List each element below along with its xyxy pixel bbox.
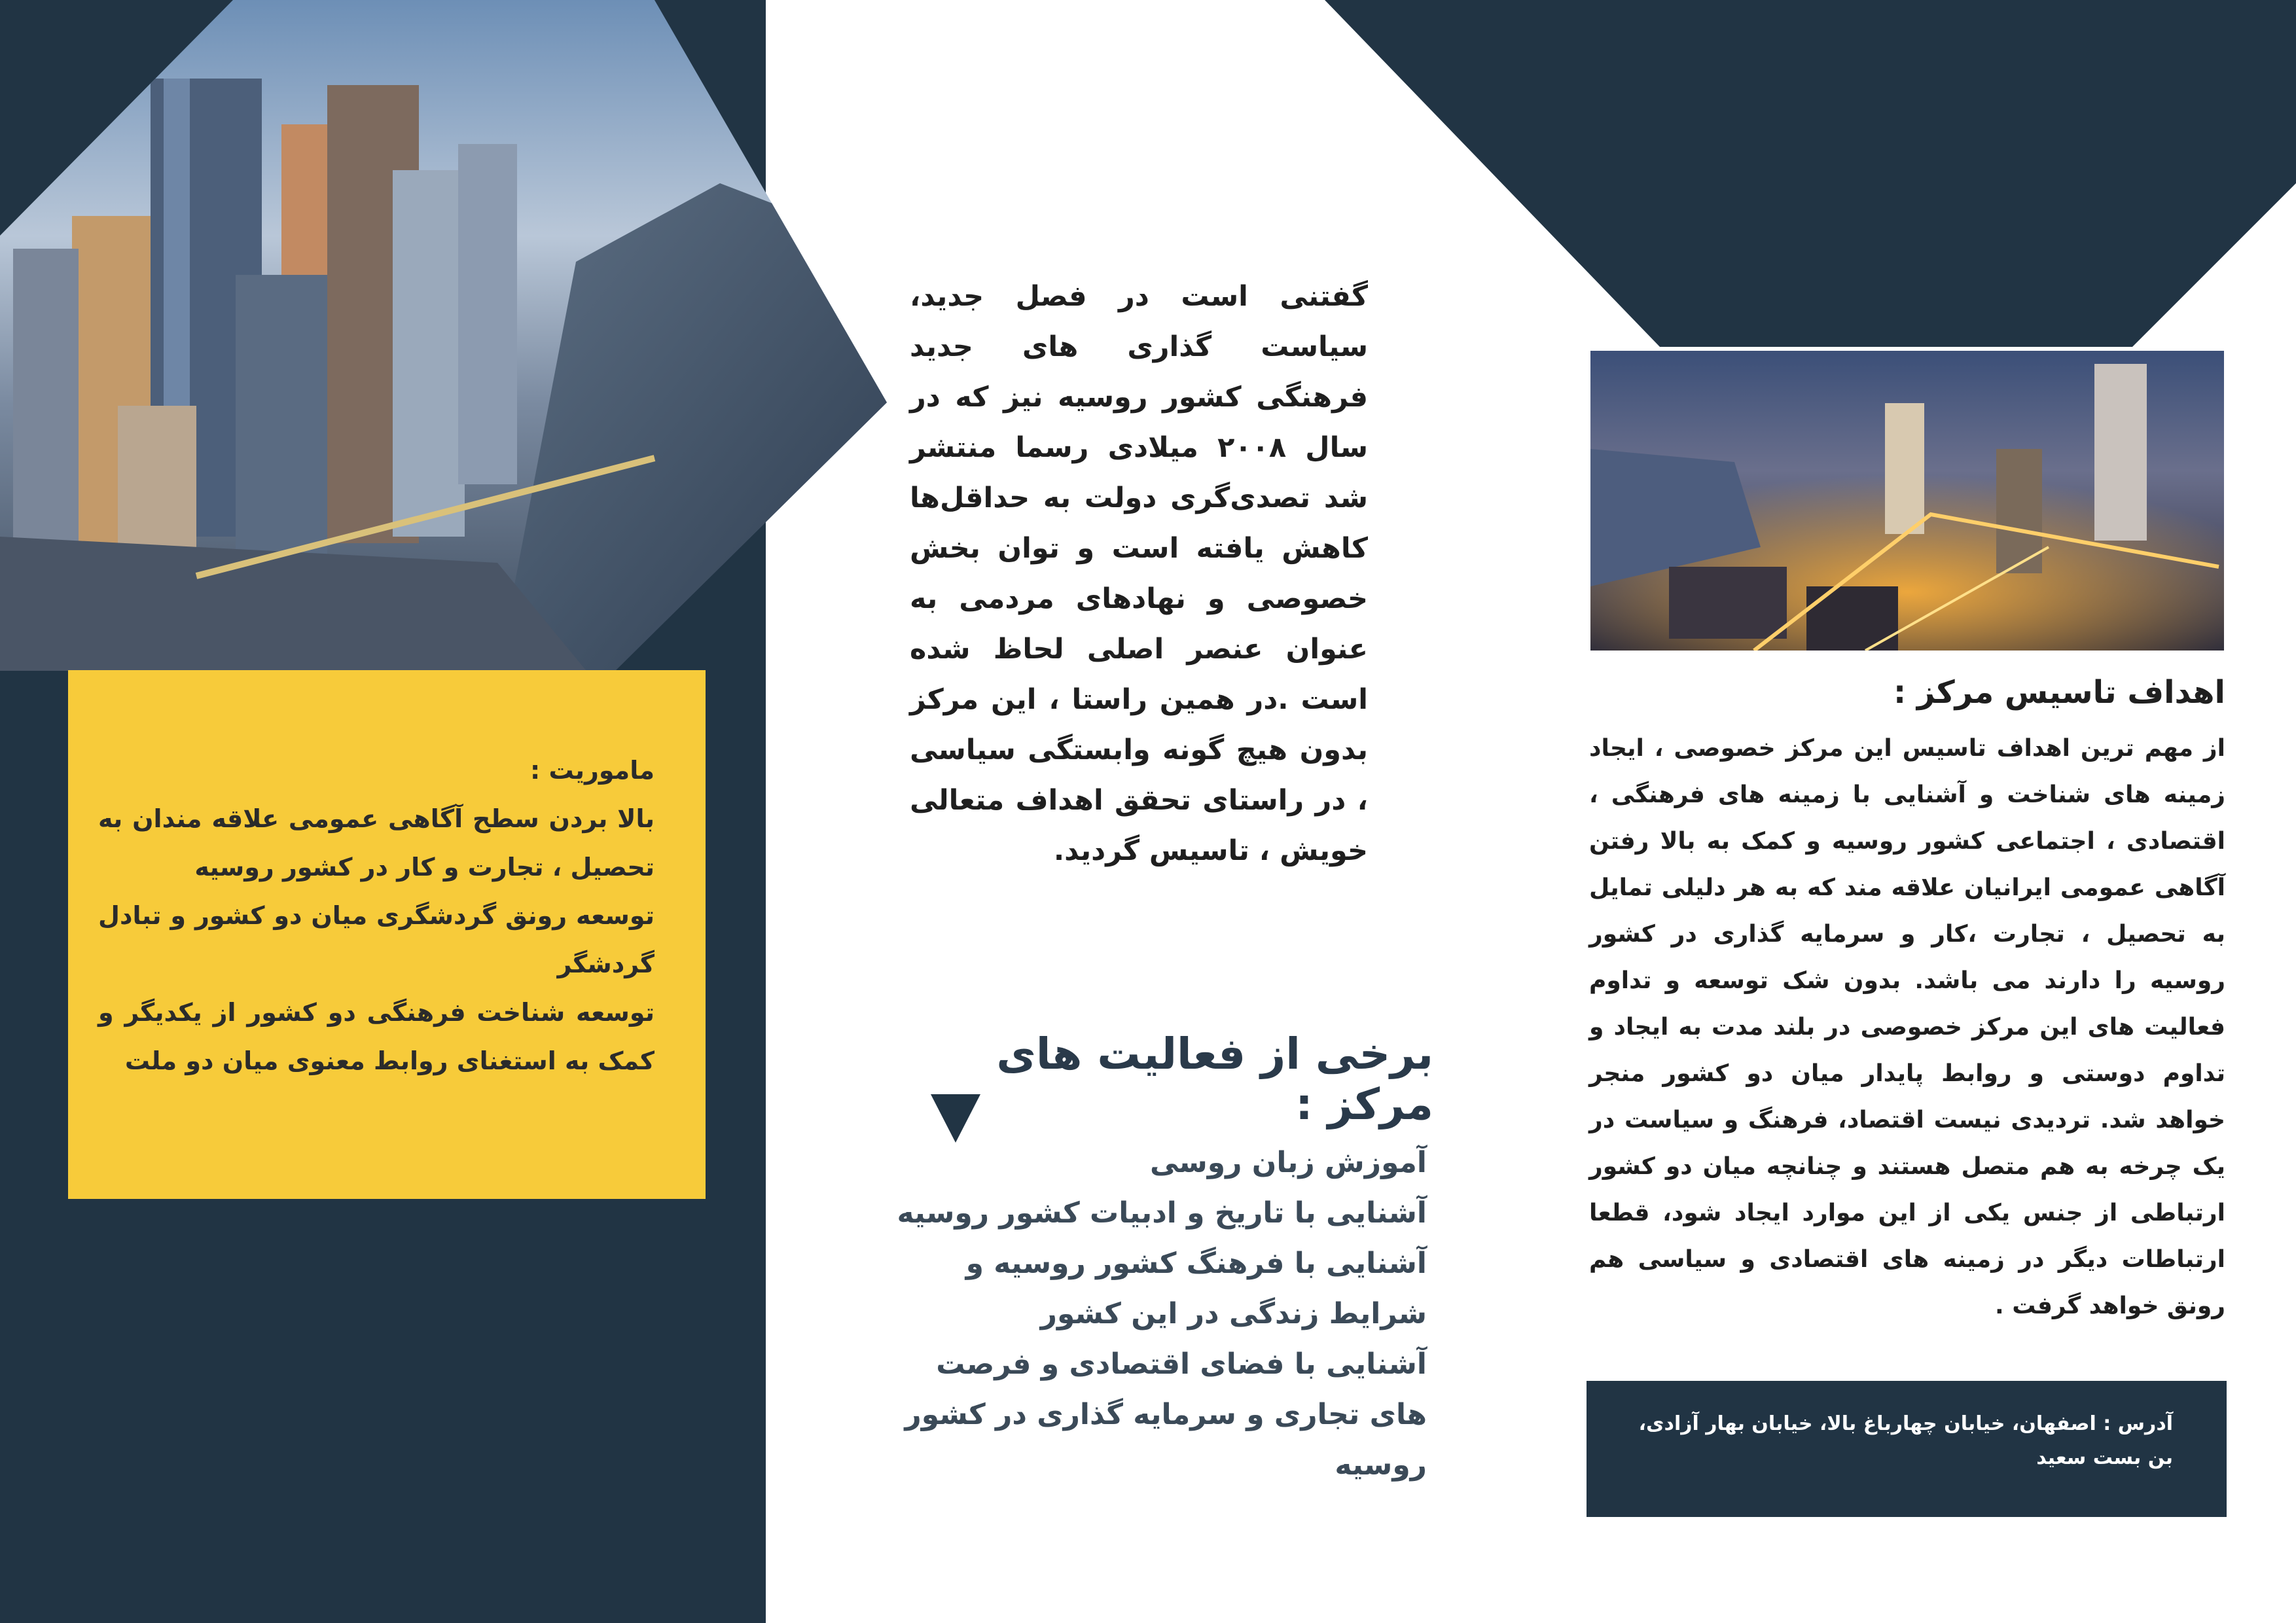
night-city-photo: [1590, 351, 2224, 651]
activity-item: آشنایی با تاریخ و ادبیات کشور روسیه: [897, 1196, 1427, 1230]
moscow-city-photo: [0, 0, 890, 674]
activity-item: آشنایی با فرهنگ کشور روسیه و شرایط زندگی در این کشور: [965, 1247, 1427, 1330]
mission-text: [98, 746, 655, 1085]
mission-item: توسعه رونق گردشگری میان دو کشور و تبادل گردشگر: [98, 901, 655, 978]
address-text: [1617, 1407, 2173, 1475]
mission-item: بالا بردن سطح آگاهی عمومی علاقه مندان به تحصیل ، تجارت و کار در کشور روسیه: [98, 804, 655, 882]
intro-paragraph: گفتنی است در فصل جدید، سیاست گذاری های جدید فرهنگی کشور روسیه نیز که در سال ۲۰۰۸ میلادی رسما منتشر شد تصدی‌گری دولت به حداقل‌ها کاهش یافته است و توان بخش خصوصی و نهادهای مردمی به عنوان عنصر اصلی لحاظ شده است .در همین راستا ، این مرکز بدون هیچ گونه وابستگی سیاسی ، در راستای تحقق اهداف متعالی خویش ، تاسیس گردید.: [910, 280, 1368, 867]
down-triangle-icon: [931, 1094, 980, 1143]
mission-title: ماموریت :: [530, 756, 655, 785]
address-line: آدرس : اصفهان، خیابان چهارباغ بالا، خیابان بهار آزادی،: [1638, 1412, 2173, 1435]
mission-item: توسعه شناخت فرهنگی دو کشور از یکدیگر و کمک به استغنای روابط معنوی میان دو ملت: [98, 998, 655, 1075]
goals-heading: اهداف تاسیس مرکز :: [1893, 674, 2225, 711]
activity-item: آموزش زبان روسی: [1150, 1146, 1427, 1179]
top-right-navy-band: [1325, 0, 2296, 347]
address-line: بن بست سعید: [2036, 1446, 2173, 1469]
goals-paragraph: از مهم ترین اهداف تاسیس این مرکز خصوصی ، ایجاد زمینه های شناخت و آشنایی با زمینه های فرهنگی ، اقتصادی ، اجتماعی کشور روسیه و کمک به بالا رفتن آگاهی عمومی ایرانیان علاقه مند که به هر دلیلی تمایل به تحصیل ، تجارت ،کار و سرمایه گذاری در کشور روسیه را دارند می باشد. بدون شک توسعه و تداوم فعالیت های این مرکز خصوصی در بلند مدت به ایجاد و تداوم دوستی و روابط پایدار میان دو کشور منجر خواهد شد. تردیدی نیست اقتصاد، فرهنگ و سیاست در یک چرخه به هم متصل هستند و چنانچه میان دو کشور ارتباطی از جنس یکی از این موارد ایجاد شود، قطعا ارتباطات دیگر در زمینه های اقتصادی و سیاسی هم رونق خواهد گرفت .: [1589, 735, 2225, 1319]
activity-item: آشنایی با فضای اقتصادی و فرصت های تجاری و سرمایه گذاری در کشور روسیه: [905, 1347, 1427, 1482]
activities-list: [877, 1137, 1427, 1490]
activities-heading: برخی از فعالیت های مرکز :: [996, 1029, 1433, 1130]
